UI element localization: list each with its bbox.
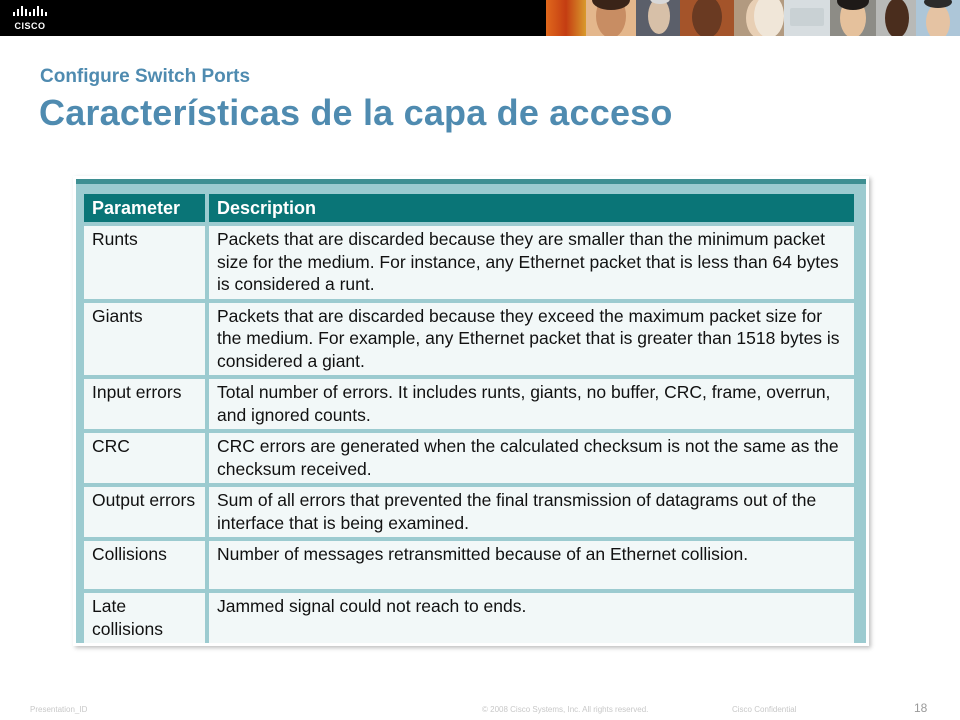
banner-photo-pattern [546, 0, 586, 36]
banner-photo-strip [546, 0, 960, 36]
parameter-cell: Output errors [84, 487, 205, 537]
column-header-description: Description [209, 194, 854, 222]
parameter-cell: Collisions [84, 541, 205, 589]
column-header-parameter: Parameter [84, 194, 205, 222]
banner-photo-person [876, 0, 916, 36]
parameters-table-frame [73, 176, 869, 646]
table-row [84, 303, 854, 376]
banner-photo-chalkboard [784, 0, 830, 36]
banner-photo-person [680, 0, 734, 36]
description-cell: Sum of all errors that prevented the final transmission of datagrams out of the interface that is being examined. [209, 487, 854, 537]
footer-presentation-id: Presentation_ID [30, 705, 88, 714]
parameters-table [80, 190, 858, 647]
parameter-cell: Input errors [84, 379, 205, 429]
footer-copyright: © 2008 Cisco Systems, Inc. All rights reserved. [482, 705, 649, 714]
cisco-logo [12, 5, 56, 31]
description-cell: Jammed signal could not reach to ends. [209, 593, 854, 643]
page-number: 18 [914, 701, 928, 715]
table-row [84, 593, 854, 643]
cisco-wordmark: CISCO [14, 21, 46, 31]
parameter-cell: Runts [84, 226, 205, 299]
description-cell: CRC errors are generated when the calculated checksum is not the same as the checksum received. [209, 433, 854, 483]
parameter-cell: Giants [84, 303, 205, 376]
description-cell: Number of messages retransmitted because of an Ethernet collision. [209, 541, 854, 589]
slide-title: Características de la capa de acceso [39, 92, 673, 133]
table-row [84, 541, 854, 589]
description-cell: Total number of errors. It includes runts, giants, no buffer, CRC, frame, overrun, and ignored counts. [209, 379, 854, 429]
table-top-border [76, 179, 866, 184]
banner-photo-person [586, 0, 636, 36]
table-row [84, 433, 854, 483]
table-row [84, 379, 854, 429]
table-header-row [84, 194, 854, 222]
banner-photo-person [916, 0, 960, 36]
footer-confidential: Cisco Confidential [732, 705, 797, 714]
top-banner [0, 0, 960, 36]
table-row [84, 487, 854, 537]
description-cell: Packets that are discarded because they exceed the maximum packet size for the medium. For example, any Ethernet packet that is greater than 1518 bytes is considered a giant. [209, 303, 854, 376]
table-row [84, 226, 854, 299]
slide-subtitle: Configure Switch Ports [40, 66, 251, 87]
parameter-cell: CRC [84, 433, 205, 483]
banner-photo-person [734, 0, 784, 36]
banner-photo-person [830, 0, 876, 36]
description-cell: Packets that are discarded because they are smaller than the minimum packet size for the medium. For instance, any Ethernet packet that is less than 64 bytes is considered a runt. [209, 226, 854, 299]
banner-photo-person [636, 0, 680, 36]
parameter-cell: Late collisions [84, 593, 205, 643]
